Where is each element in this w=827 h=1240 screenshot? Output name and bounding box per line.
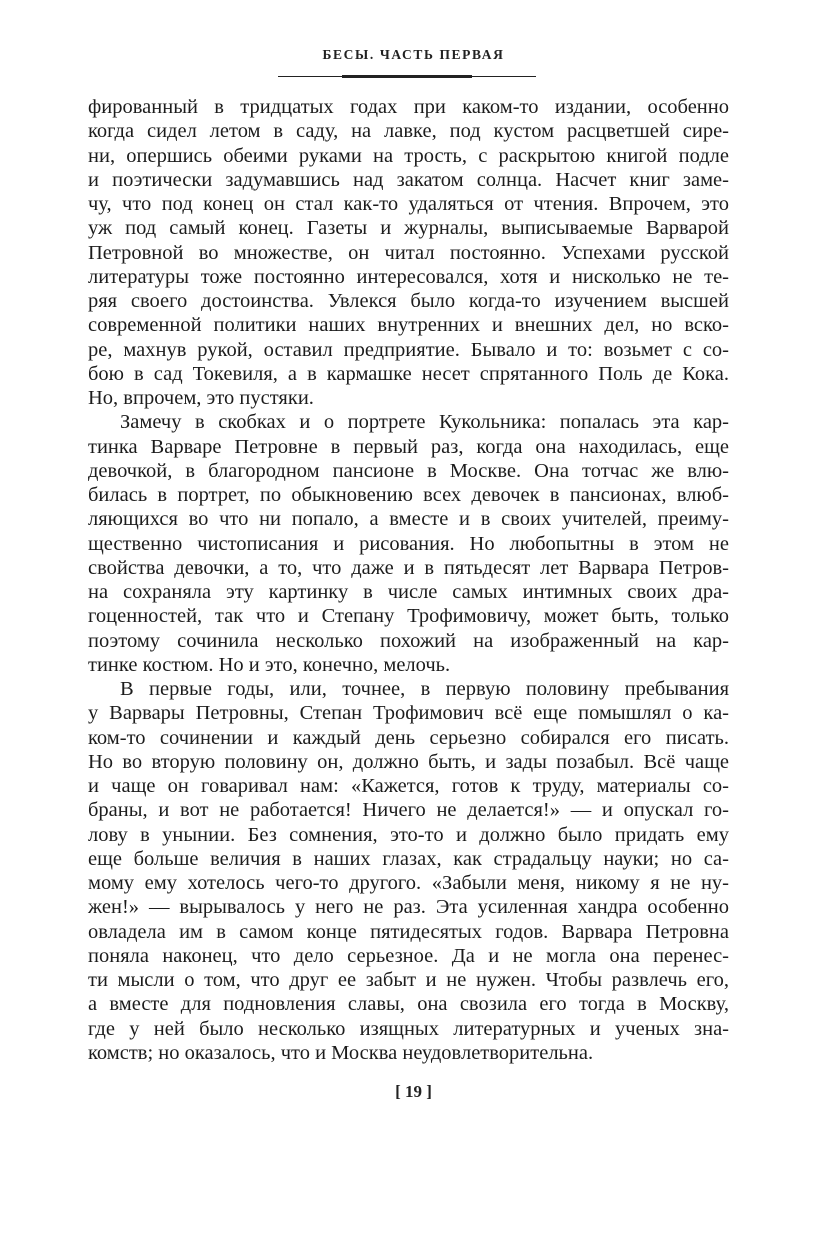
text-line: и чаще он говаривал нам: «Кажется, готов к труду, материалы со- (88, 775, 729, 797)
text-line: и поэтически задумавшись над закатом солнца. Насчет книг заме- (88, 168, 729, 191)
text-line: еще больше величия в наших глазах, как страдальцу науки; но са- (88, 847, 729, 870)
text-line: когда сидел летом в саду, на лавке, под кустом расцветшей сире- (88, 120, 729, 143)
text-line: современной политики наших внутренних и внешних дел, но вско- (88, 314, 729, 337)
text-line: девочкой, в благородном пансионе в Москве. Она тотчас же влю- (88, 459, 729, 482)
text-line: уж под самый конец. Газеты и журналы, выписываемые Варварой (88, 217, 729, 240)
paragraph (88, 410, 729, 677)
text-line: бою в сад Токевиля, а в кармашке несет спрятанного Поль де Кока. (88, 362, 729, 385)
text-line: гоценностей, так что и Степану Трофимовичу, может быть, только (88, 605, 729, 628)
body-text (88, 95, 729, 1065)
text-line: Петровной во множестве, он читал постоянно. Успехами русской (88, 241, 729, 264)
text-line: браны, и вот не работается! Ничего не делается!» — и опускал го- (88, 799, 729, 822)
text-line: ком-то сочинении и каждый день серьезно собирался его писать. (88, 726, 729, 749)
page-number: [ 19 ] (395, 1082, 432, 1101)
text-line: фированный в тридцатых годах при каком-то издании, особенно (88, 96, 729, 118)
text-line: литературы тоже постоянно интересовался, хотя и нисколько не те- (88, 265, 729, 288)
text-line: ре, махнув рукой, оставил предприятие. Бывало и то: возьмет с со- (88, 338, 729, 361)
text-line: овладела им в самом конце пятидесятых годов. Варвара Петровна (88, 920, 729, 943)
text-line: щественно чистописания и рисования. Но любопытны в этом не (88, 532, 729, 555)
running-head: БЕСЫ. ЧАСТЬ ПЕРВАЯ (322, 47, 505, 62)
paragraph (88, 677, 729, 1065)
text-line: Но во вторую половину он, должно быть, и зады позабыл. Всё чаще (88, 750, 729, 773)
text-line: ти мысли о том, что друг ее забыт и не нужен. Чтобы развлечь его, (88, 969, 729, 991)
text-line: у Варвары Петровны, Степан Трофимович всё еще помышлял о ка- (88, 702, 729, 725)
text-line: тинке костюм. Но и это, конечно, мелочь. (88, 653, 451, 676)
text-line: Замечу в скобках и о портрете Кукольника: попалась эта кар- (120, 411, 729, 434)
text-line: тинка Варваре Петровне в первый раз, когда она находилась, еще (88, 435, 729, 458)
text-line: комств; но оказалось, что и Москва неудовлетворительна. (88, 1041, 594, 1064)
text-line: поэтому сочинила несколько похожий на изображенный на кар- (88, 629, 729, 652)
text-line: мому ему хотелось чего-то другого. «Забыли меня, никому я не ну- (88, 872, 729, 894)
header-rule-divider (278, 76, 536, 77)
text-line: а вместе для подновления славы, она свозила его тогда в Москву, (88, 993, 729, 1016)
text-line: ляющихся во что ни попало, а вместе и в своих учителей, преиму- (88, 508, 729, 531)
text-line: ряя своего достоинства. Увлекся было когда-то изучением высшей (88, 290, 729, 312)
text-line: свойства девочки, а то, что даже и в пятьдесят лет Варвара Петров- (88, 556, 729, 579)
text-line: жен!» — вырывалось у него не раз. Эта усиленная хандра особенно (88, 896, 729, 919)
text-line: Но, впрочем, это пустяки. (88, 387, 314, 409)
paragraph (88, 95, 729, 410)
text-line: билась в портрет, по обыкновению всех девочек в пансионах, влюб- (88, 484, 729, 506)
text-line: В первые годы, или, точнее, в первую половину пребывания (120, 678, 729, 700)
text-line: лову в унынии. Без сомнения, это-то и должно было придать ему (88, 823, 729, 846)
text-line: где у ней было несколько изящных литературных и ученых зна- (88, 1017, 729, 1040)
text-line: чу, что под конец он стал как-то удаляться от чтения. Впрочем, это (88, 193, 729, 215)
text-line: поняла наконец, что дело серьезное. Да и не могла она перенес- (88, 944, 729, 967)
text-line: на сохраняла эту картинку в числе самых интимных своих дра- (88, 581, 729, 603)
text-line: ни, опершись обеими руками на трость, с раскрытою книгой подле (88, 144, 729, 167)
